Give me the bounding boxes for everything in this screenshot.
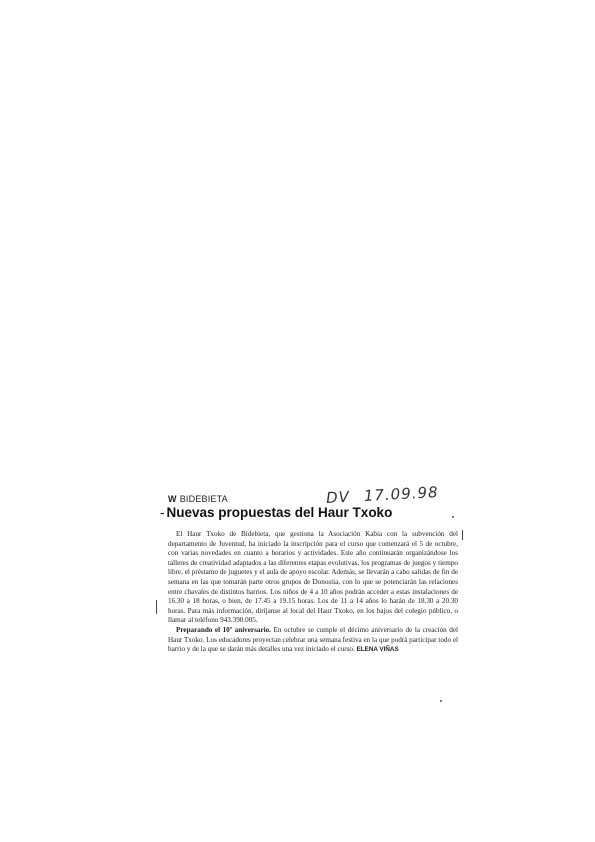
headline-dash: - (160, 505, 165, 520)
newspaper-clipping (160, 483, 462, 690)
scan-speck (452, 516, 454, 518)
stamp-date: 17.09.98 (363, 483, 440, 505)
stamp-source: DV (325, 487, 351, 507)
paragraph-1: El Haur Txoko de Bidebieta, que gestiona la Asociación Kabia con la subvención del departamento de Juventud, ha iniciado la inscripción para el curso que comenzará el 5 de octubre, con varias novedades en cuanto a horarios y actividades. Este año continuarán organizándose los talleres de creatividad adaptados a las diferentes etapas evolutivas, los programas de juegos y tiempo libre, el préstamo de juguetes y el aula de apoyo escolar. Además, se llevarán a cabo salidas de fin de semana en las que tomarán parte otros grupos de Donostia, con lo que se potenciarán las relaciones entre chavales de distintos barrios. Los niños de 4 a 10 años podrán acceder a estas instalaciones de 16.30 a 18 horas, o bien, de 17.45 a 19.15 horas. Los de 11 a 14 años lo harán de 18.30 a 20.30 horas. Para más información, diríjanse al local del Haur Txoko, en los bajos del colegio público, o llamar al teléfono 943.390.005. (168, 530, 458, 625)
subhead: Preparando el 10º aniversario. (176, 625, 271, 634)
paragraph-2-text: En octubre se cumple el décimo aniversario de la creación del Haur Txoko. Los educadores proyectan celebrar una semana festiva en la que podrá participar todo el barrio y de la que se darán más detalles una vez iniciado el curso. (168, 625, 458, 654)
section-name: BIDEBIETA (179, 494, 228, 504)
headline (160, 505, 392, 520)
paragraph-2 (168, 626, 458, 655)
scan-speck (440, 700, 442, 702)
byline: ELENA VIÑAS (356, 646, 399, 654)
scan-mark-right (462, 530, 463, 540)
scan-mark-left (156, 600, 157, 614)
section-label (168, 494, 228, 504)
headline-text: Nuevas propuestas del Haur Txoko (166, 505, 393, 520)
handwritten-date-stamp (326, 483, 439, 507)
article-body (168, 530, 458, 655)
section-marker: W (168, 494, 177, 504)
